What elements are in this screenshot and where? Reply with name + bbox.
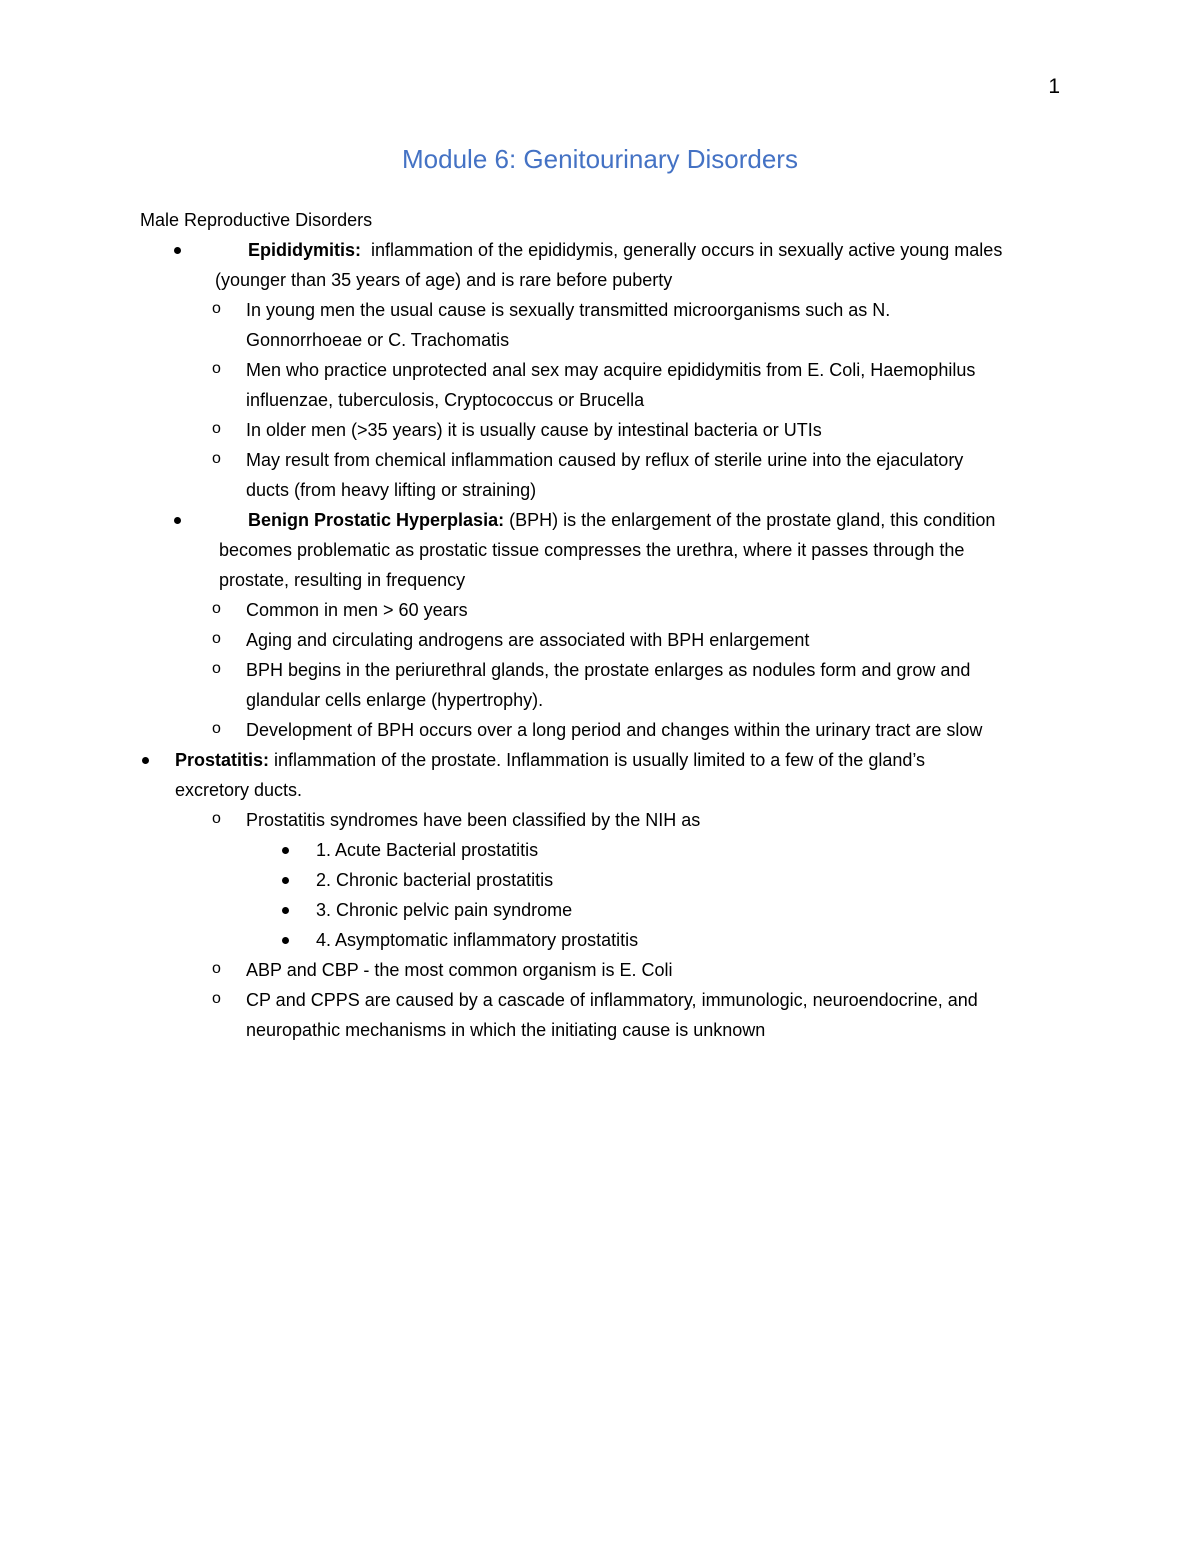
prostatitis-classification-list [280,835,1070,955]
circle-bullet-icon: o [212,720,221,737]
list-item: o Aging and circulating androgens are associated with BPH enlargement [212,625,1070,655]
circle-bullet-icon: o [212,630,221,647]
list-item: o In young men the usual cause is sexually transmitted microorganisms such as N. Gonnorrhoeae or C. Trachomatis [212,295,1070,355]
circle-bullet-icon: o [212,810,221,827]
list-item: 2. Chronic bacterial prostatitis [280,865,1070,895]
epididymitis-sublist [212,295,1070,505]
list-item: o Development of BPH occurs over a long period and changes within the urinary tract are slow [212,715,1070,745]
circle-bullet-icon: o [212,300,221,317]
circle-bullet-icon: o [212,600,221,617]
list-item: o Men who practice unprotected anal sex may acquire epididymitis from E. Coli, Haemophilus influenzae, tuberculosis, Cryptococcus or Brucella [212,355,1070,415]
epididymitis-definition-line-2: (younger than 35 years of age) and is rare before puberty [215,270,673,290]
disorder-list [172,235,1070,295]
bph-definition-line-3: prostate, resulting in frequency [219,570,466,590]
prostatitis-sublist-2 [212,955,1070,1045]
disorder-list [140,745,1070,805]
section-heading: Male Reproductive Disorders [140,210,373,230]
list-item: 1. Acute Bacterial prostatitis [280,835,1070,865]
list-item: o In older men (>35 years) it is usually cause by intestinal bacteria or UTIs [212,415,1070,445]
list-item-bph [172,505,1070,595]
circle-bullet-icon: o [212,420,221,437]
document-title: Module 6: Genitourinary Disorders [402,144,798,174]
list-item: o ABP and CBP - the most common organism is E. Coli [212,955,1070,985]
circle-bullet-icon: o [212,960,221,977]
list-item: o Common in men > 60 years [212,595,1070,625]
list-item: 4. Asymptomatic inflammatory prostatitis [280,925,1070,955]
circle-bullet-icon: o [212,450,221,467]
term-prostatitis: Prostatitis: [175,750,270,770]
list-item: 3. Chronic pelvic pain syndrome [280,895,1070,925]
circle-bullet-icon: o [212,360,221,377]
prostatitis-definition-line-1: inflammation of the prostate. Inflammation is usually limited to a few of the gland’s [269,750,926,770]
list-item-prostatitis [140,745,1070,805]
term-epididymitis: Epididymitis: [248,240,362,260]
list-item-epididymitis [172,235,1070,295]
epididymitis-definition-line-1: inflammation of the epididymis, generally occurs in sexually active young males [361,240,1003,260]
page-number: 1 [1048,75,1060,98]
circle-bullet-icon: o [212,660,221,677]
bph-definition-line-1: (BPH) is the enlargement of the prostate gland, this condition [504,510,996,530]
prostatitis-definition-line-2: excretory ducts. [175,780,303,800]
term-bph: Benign Prostatic Hyperplasia: [248,510,505,530]
bph-sublist [212,595,1070,745]
list-item: o Prostatitis syndromes have been classified by the NIH as [212,805,1070,835]
bph-definition-line-2: becomes problematic as prostatic tissue compresses the urethra, where it passes through the [219,540,965,560]
list-item: o May result from chemical inflammation caused by reflux of sterile urine into the ejaculatory ducts (from heavy lifting or straining) [212,445,1070,505]
document-body [140,205,1070,1045]
list-item: o CP and CPPS are caused by a cascade of inflammatory, immunologic, neuroendocrine, and neuropathic mechanisms in which the initiating cause is unknown [212,985,1070,1045]
circle-bullet-icon: o [212,990,221,1007]
disorder-list [172,505,1070,595]
list-item: o BPH begins in the periurethral glands, the prostate enlarges as nodules form and grow and glandular cells enlarge (hypertrophy). [212,655,1070,715]
prostatitis-sublist [212,805,1070,835]
